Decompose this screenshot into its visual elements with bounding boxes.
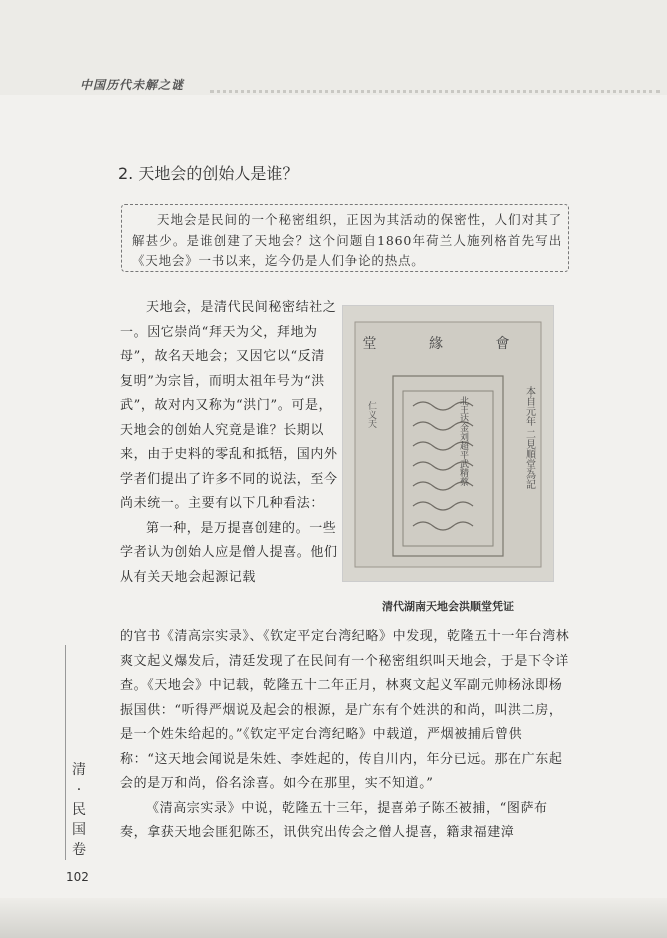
volume-char: 清	[72, 762, 86, 778]
right-inscription: 本自元年 二見順堂為記	[523, 386, 535, 490]
footer-band	[0, 898, 667, 938]
volume-char: 民	[72, 802, 86, 818]
page-number: 102	[66, 870, 89, 884]
sidebar-rule	[65, 645, 66, 860]
volume-label	[71, 760, 87, 860]
paragraph-2-continued: 的官书《清高宗实录》、《钦定平定台湾纪略》中发现，乾隆五十一年台湾林爽文起义爆发后，清廷发现了在民间有一个秘密组织叫天地会，于是下令详查。《天地会》中记载，乾隆五十二年正月，林爽文起义军副元帅杨泳即杨振国供：“听得严烟说及起会的根源，是广东有个姓洪的和尚，叫洪二房，是一个姓朱给起的。”《钦定平定台湾纪略》中载道，严烟被捕后曾供称：“这天地会闻说是朱姓、李姓起的，传自川内，年分已远。那在广东起会的是万和尚，俗名涂喜。如今在那里，实不知道。”	[120, 629, 570, 791]
volume-char: 国	[72, 822, 86, 838]
left-column	[120, 296, 338, 590]
section-title: 2. 天地会的创始人是谁？	[118, 164, 299, 183]
volume-char: ·	[76, 782, 82, 798]
full-width-text	[120, 625, 570, 846]
paragraph-1: 天地会，是清代民间秘密结社之一。因它崇尚“拜天为父，拜地为母”，故名天地会；又因它以“反清复明”为宗旨，而明太祖年号为“洪武”，故对内又称为“洪门”。可是，天地会的创始人究竟是谁？长期以来，由于史料的零乱和抵牾，国内外学者们提出了许多不同的说法，至今尚未统一。主要有以下几种看法：	[120, 300, 338, 511]
paragraph-2-start: 第一种，是万提喜创建的。一些学者认为创始人应是僧人提喜。他们从有关天地会起源记载	[120, 520, 338, 585]
top-inscription: 堂 緣 會	[362, 336, 534, 352]
intro-box	[121, 204, 569, 272]
certificate-image	[343, 306, 553, 581]
figure-caption: 清代湖南天地会洪顺堂凭证	[382, 600, 514, 613]
intro-text: 天地会是民间的一个秘密组织，正因为其活动的保密性，人们对其了解甚少。是谁创建了天地会？这个问题自1860年荷兰人施列格首先写出《天地会》一书以来，迄今仍是人们争论的热点。	[132, 212, 562, 268]
middle-inscription: 北王达金刘超平武精蔡	[458, 396, 468, 486]
volume-char: 卷	[72, 842, 86, 858]
certificate-photo	[342, 305, 554, 582]
left-inscription: 仁义天	[366, 401, 376, 428]
series-title: 中国历代未解之谜	[80, 78, 185, 92]
header-divider	[210, 90, 660, 93]
paragraph-3: 《清高宗实录》中说，乾隆五十三年，提喜弟子陈丕被捕，“图萨布奏，拿获天地会匪犯陈丕，讯供究出传会之僧人提喜，籍隶福建漳	[120, 800, 548, 840]
